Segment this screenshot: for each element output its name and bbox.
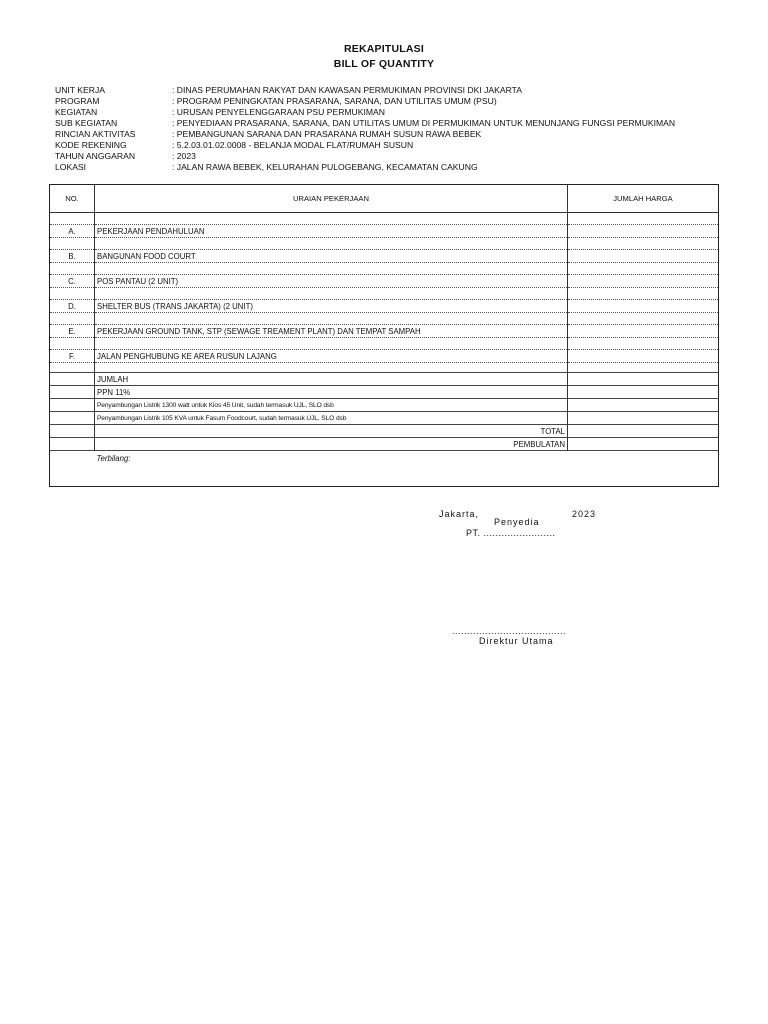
summary-row-pembulatan xyxy=(50,438,719,451)
signature-role: Penyedia xyxy=(494,517,540,527)
table-row xyxy=(50,325,719,338)
info-label-unit-kerja: UNIT KERJA xyxy=(55,85,105,95)
info-value-lokasi: : JALAN RAWA BEBEK, KELURAHAN PULOGEBANG, KECAMATAN CAKUNG xyxy=(172,162,478,172)
info-value-tahun-anggaran: : 2023 xyxy=(172,151,196,161)
item-no: B. xyxy=(50,250,95,263)
info-label-rincian-aktivitas: RINCIAN AKTIVITAS xyxy=(55,129,136,139)
document-subtitle: BILL OF QUANTITY xyxy=(333,58,435,70)
boq-table xyxy=(49,184,719,487)
info-value-rincian-aktivitas: : PEMBANGUNAN SARANA DAN PRASARANA RUMAH SUSUN RAWA BEBEK xyxy=(172,129,482,139)
info-value-kode-rekening: : 5.2.03.01.02.0008 - BELANJA MODAL FLAT/RUMAH SUSUN xyxy=(172,140,414,150)
info-label-tahun-anggaran: TAHUN ANGGARAN xyxy=(55,151,136,161)
summary-pembulatan-label: PEMBULATAN xyxy=(95,438,568,451)
item-no: E. xyxy=(50,325,95,338)
info-label-kode-rekening: KODE REKENING xyxy=(55,140,127,150)
item-uraian: JALAN PENGHUBUNG KE AREA RUSUN LAJANG xyxy=(95,350,568,363)
item-uraian: PEKERJAAN PENDAHULUAN xyxy=(95,225,568,238)
header-jumlah-harga: JUMLAH HARGA xyxy=(568,185,719,213)
summary-jumlah-label: JUMLAH xyxy=(95,373,568,386)
signature-company: PT. ........................ xyxy=(466,528,556,538)
info-label-sub-kegiatan: SUB KEGIATAN xyxy=(55,118,118,128)
summary-row-listrik-fasum xyxy=(50,412,719,425)
summary-row-total xyxy=(50,425,719,438)
summary-row-listrik-kios xyxy=(50,399,719,412)
summary-listrik-kios-label: Penyambungan Listrik 1300 watt untuk Kios 45 Unit, sudah termasuk UJL, SLO dsb xyxy=(95,399,568,412)
item-no: F. xyxy=(50,350,95,363)
signature-year: 2023 xyxy=(572,509,597,519)
header-uraian: URAIAN PEKERJAAN xyxy=(95,185,568,213)
table-header-row xyxy=(50,185,719,213)
info-label-program: PROGRAM xyxy=(55,96,100,106)
item-uraian: POS PANTAU (2 UNIT) xyxy=(95,275,568,288)
document-title: REKAPITULASI xyxy=(344,43,424,55)
signature-city: Jakarta, xyxy=(439,509,480,519)
item-jumlah xyxy=(568,225,719,238)
summary-total-label: TOTAL xyxy=(95,425,568,438)
table-row xyxy=(50,350,719,363)
table-row xyxy=(50,300,719,313)
item-jumlah xyxy=(568,300,719,313)
table-row xyxy=(50,225,719,238)
item-jumlah xyxy=(568,325,719,338)
table-row xyxy=(50,275,719,288)
item-jumlah xyxy=(568,275,719,288)
info-value-kegiatan: : URUSAN PENYELENGGARAAN PSU PERMUKIMAN xyxy=(172,107,385,117)
info-label-lokasi: LOKASI xyxy=(55,162,87,172)
info-label-kegiatan: KEGIATAN xyxy=(55,107,98,117)
signature-title: Direktur Utama xyxy=(479,636,554,646)
signature-line: ...................................... xyxy=(452,626,567,636)
terbilang-label: Terbilang: xyxy=(95,451,719,487)
summary-listrik-fasum-label: Penyambungan Listrik 105 KVA untuk Fasum Foodcourt, sudah termasuk UJL, SLO dsb xyxy=(95,412,568,425)
terbilang-row xyxy=(50,451,719,487)
item-uraian: SHELTER BUS (TRANS JAKARTA) (2 UNIT) xyxy=(95,300,568,313)
summary-ppn-label: PPN 11% xyxy=(95,386,568,399)
table-row xyxy=(50,250,719,263)
item-no: A. xyxy=(50,225,95,238)
item-uraian: PEKERJAAN GROUND TANK, STP (SEWAGE TREAMENT PLANT) DAN TEMPAT SAMPAH xyxy=(95,325,568,338)
item-no: D. xyxy=(50,300,95,313)
item-no: C. xyxy=(50,275,95,288)
summary-row-jumlah xyxy=(50,373,719,386)
info-value-sub-kegiatan: : PENYEDIAAN PRASARANA, SARANA, DAN UTILITAS UMUM DI PERMUKIMAN UNTUK MENUNJANG FUNGSI PERMUKIMAN xyxy=(172,118,676,128)
info-value-unit-kerja: : DINAS PERUMAHAN RAKYAT DAN KAWASAN PERMUKIMAN PROVINSI DKI JAKARTA xyxy=(172,85,523,95)
summary-row-ppn xyxy=(50,386,719,399)
item-jumlah xyxy=(568,250,719,263)
item-jumlah xyxy=(568,350,719,363)
header-no: NO. xyxy=(50,185,95,213)
info-value-program: : PROGRAM PENINGKATAN PRASARANA, SARANA, DAN UTILITAS UMUM (PSU) xyxy=(172,96,497,106)
item-uraian: BANGUNAN FOOD COURT xyxy=(95,250,568,263)
